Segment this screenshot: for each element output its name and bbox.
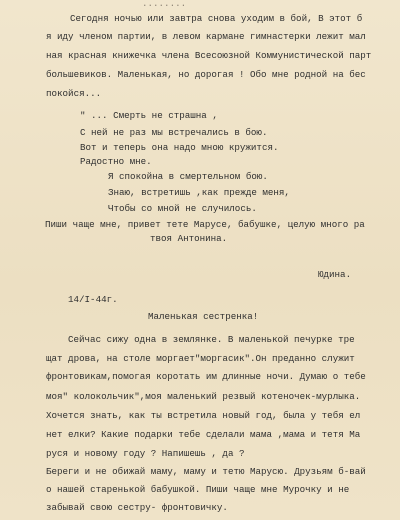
body-line: забывай свою сестру- фронтовичку.	[46, 502, 228, 513]
signature: Юдина.	[318, 269, 352, 280]
body-line: руся и новому году ? Напишешь , да ?	[46, 448, 245, 459]
paragraph-line: большевиков. Маленькая, но дорогая ! Обо мне родной на бес	[46, 69, 366, 80]
top-text-fragment: ........	[142, 0, 187, 9]
body-line: щат дрова, на столе моргает"моргасик".Он преданно служит	[46, 353, 355, 364]
poem-line: " ... Смерть не страшна ,	[80, 110, 218, 121]
body-line: о нашей старенькой бабушкой. Пиши чаще мне Мурочку и не	[46, 484, 350, 495]
date: 14/I-44г.	[68, 294, 118, 305]
body-line: Сейчас сижу одна в землянке. В маленькой печурке тре	[68, 334, 355, 345]
body-line: нет елки? Какие подарки тебе сделали мама ,мама и тетя Ма	[46, 429, 361, 440]
poem-line: Чтобы со мной не случилось.	[108, 203, 257, 214]
paragraph-line: ная красная книжечка члена Всесоюзной Коммунистической парт	[46, 50, 372, 61]
body-line: фронтовикам,помогая коротать им длинные ночи. Думаю о тебе	[46, 371, 366, 382]
poem-line: С ней не раз мы встречались в бою.	[80, 127, 268, 138]
paragraph-line: Сегодня ночью или завтра снова уходим в бой, В этот б	[70, 13, 363, 24]
poem-line: Я спокойна в смертельном бою.	[108, 171, 268, 182]
body-line: Береги и не обижай маму, маму и тетю Марусю. Друзьям б-вай	[46, 466, 366, 477]
closing-line: Пиши чаще мне, привет тете Марусе, бабушке, целую много ра	[45, 219, 365, 230]
poem-line: Знаю, встретишь ,как прежде меня,	[108, 187, 290, 198]
body-line: моя" колокольчик",моя маленький резвый котеночек-мурлыка.	[46, 391, 361, 402]
closing-line: твоя Антонина.	[150, 233, 228, 244]
paragraph-line: покойся...	[46, 88, 102, 99]
poem-line: Вот и теперь она надо мною кружится.	[80, 142, 279, 153]
letter-heading: Маленькая сестренка!	[148, 311, 259, 322]
paragraph-line: я иду членом партии, в левом кармане гимнастерки лежит мал	[46, 31, 366, 42]
body-line: Хочется знать, как ты встретила новый год, была у тебя ел	[46, 410, 361, 421]
poem-line: Радостно мне.	[80, 156, 152, 167]
